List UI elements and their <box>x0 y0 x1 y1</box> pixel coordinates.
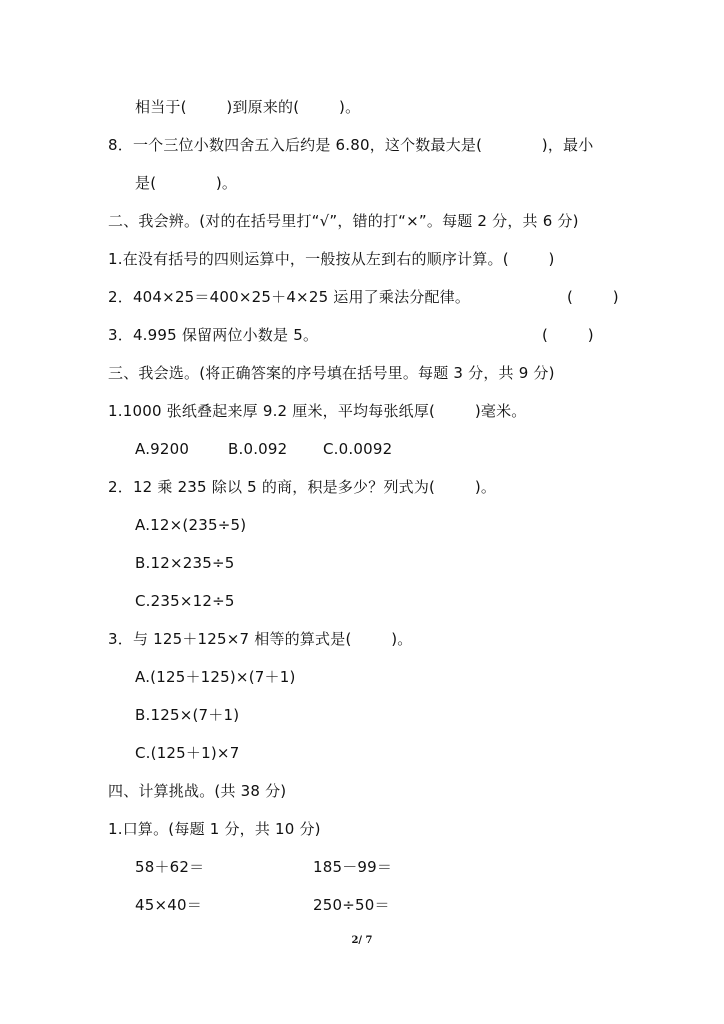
q2-option-a: A.12×(235÷5) <box>135 516 247 534</box>
q3-option-c: C.(125＋1)×7 <box>135 744 240 762</box>
page-number: 2/ 7 <box>351 935 373 946</box>
calc-item-4: 250÷50＝ <box>313 896 390 914</box>
section-3-question-3: 3．与 125＋125×7 相等的算式是( )。 <box>108 630 413 648</box>
q1-option-b: B.0.092 <box>228 440 288 458</box>
section-2-item-2: 2．404×25＝400×25＋4×25 运用了乘法分配律。 <box>108 288 471 306</box>
section-4-subsection-1: 1.口算。(每题 1 分，共 10 分) <box>108 820 321 838</box>
calc-item-1: 58＋62＝ <box>135 858 205 876</box>
q2-option-c: C.235×12÷5 <box>135 592 235 610</box>
q3-option-b: B.125×(7＋1) <box>135 706 240 724</box>
section-4-title: 四、计算挑战。(共 38 分) <box>108 782 287 800</box>
q3-option-a: A.(125＋125)×(7＋1) <box>135 668 296 686</box>
section-2-title: 二、我会辨。(对的在括号里打“√”，错的打“×”。每题 2 分，共 6 分) <box>108 212 579 230</box>
section-3-question-1: 1.1000 张纸叠起来厚 9.2 厘米，平均每张纸厚( )毫米。 <box>108 402 527 420</box>
question-8-line-1: 8．一个三位小数四舍五入后约是 6.80，这个数最大是( )，最小 <box>108 136 594 154</box>
q2-option-b: B.12×235÷5 <box>135 554 235 572</box>
q1-option-a: A.9200 <box>135 440 190 458</box>
section-3-title: 三、我会选。(将正确答案的序号填在括号里。每题 3 分，共 9 分) <box>108 364 555 382</box>
section-2-item-1: 1.在没有括号的四则运算中，一般按从左到右的顺序计算。( ) <box>108 250 555 268</box>
section-2-item-3: 3．4.995 保留两位小数是 5。 <box>108 326 319 344</box>
q1-option-c: C.0.0092 <box>323 440 393 458</box>
question-7-continuation: 相当于( )到原来的( )。 <box>135 98 361 116</box>
section-2-item-3-answer-blank: ( ) <box>542 326 594 344</box>
section-2-item-2-answer-blank: ( ) <box>567 288 619 306</box>
calc-item-2: 185－99＝ <box>313 858 393 876</box>
calc-item-3: 45×40＝ <box>135 896 202 914</box>
question-8-line-2: 是( )。 <box>135 174 238 192</box>
section-3-question-2: 2．12 乘 235 除以 5 的商，积是多少？列式为( )。 <box>108 478 497 496</box>
